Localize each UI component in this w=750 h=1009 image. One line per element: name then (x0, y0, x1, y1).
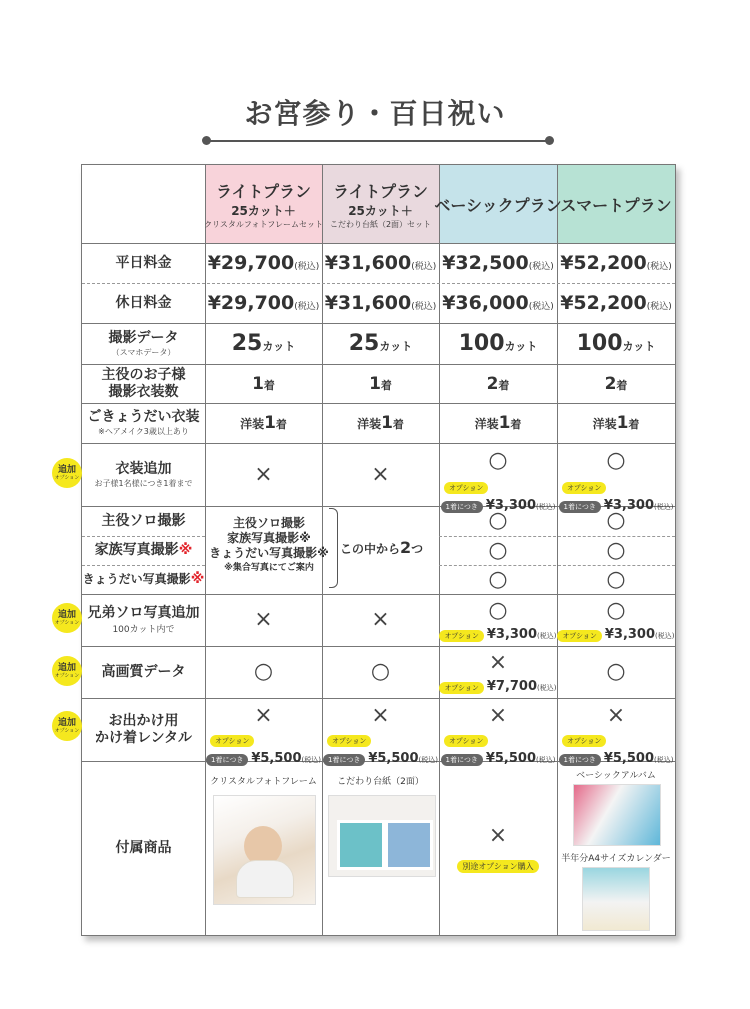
solo-basic (439, 506, 557, 536)
count-unit: 着 (616, 378, 628, 392)
row-label-rental (82, 698, 205, 761)
asterisk: ※ (299, 531, 311, 545)
price-value: ¥29,700 (207, 292, 295, 314)
circle-mark: ○ (488, 537, 508, 563)
circle-mark: ○ (488, 448, 508, 473)
count-value: 1 (498, 413, 511, 433)
family-basic (439, 536, 557, 565)
family-smart (557, 536, 675, 565)
row-label-included (82, 761, 205, 935)
row-label-sibling (82, 403, 205, 443)
option-tax: (税込) (536, 503, 556, 511)
cuts-3 (439, 323, 557, 364)
product-label-daishi: こだわり台紙（2面） (337, 777, 424, 787)
cross-mark: × (606, 703, 626, 728)
title-rule-dot-right (545, 136, 554, 145)
add-option-badge (52, 458, 82, 488)
add-option-badge (52, 711, 82, 741)
row-label-holiday (82, 283, 205, 323)
count-value: 1 (616, 413, 629, 433)
row-label-kyoudai (82, 565, 205, 594)
plan-header-basic (434, 165, 562, 243)
row-label-text: 撮影衣装数 (108, 383, 179, 400)
western-label: 洋装 (240, 417, 265, 431)
option-tax: (税込) (537, 683, 557, 692)
price-value: ¥32,500 (442, 252, 529, 274)
circle-mark: ○ (606, 448, 626, 473)
weekday-price-3 (439, 243, 557, 283)
add-label: 追加 (57, 609, 76, 620)
circle-mark: ○ (253, 659, 274, 684)
cut-unit: カット (622, 340, 656, 353)
cut-unit: カット (504, 340, 538, 353)
plan-name: ライトプラン (215, 181, 312, 201)
row-label-text: 主役ソロ撮影 (101, 512, 186, 529)
option-price: ¥5,500 (368, 751, 419, 766)
option-badge: オプション (444, 735, 488, 747)
plan-header-light-crystal (205, 169, 322, 239)
crystal-frame-photo (213, 795, 316, 905)
daishi-left-photo (337, 820, 385, 870)
per-one-badge: 1着につき (559, 501, 601, 513)
asterisk: ※ (190, 571, 205, 587)
row-label-sub: ※ヘアメイク3歳以上あり (98, 427, 189, 436)
option-badge: オプション (210, 735, 254, 747)
circle-mark: ○ (606, 537, 626, 563)
cut-count: 25 (348, 331, 380, 356)
count-unit: 着 (275, 418, 287, 431)
rental-1 (205, 698, 322, 766)
tax-label: (税込) (294, 262, 320, 272)
option-price: ¥5,500 (485, 751, 537, 766)
price-value: ¥36,000 (442, 292, 529, 314)
cut-count: 100 (576, 331, 623, 356)
choose-two-label (340, 538, 423, 557)
option-price: ¥5,500 (603, 751, 655, 766)
add-option-badge (52, 656, 82, 686)
kyoudai-smart (557, 565, 675, 594)
circle-mark: ○ (606, 597, 626, 623)
count-unit: 着 (380, 378, 392, 392)
row-label-data (82, 323, 205, 364)
cut-count: 100 (458, 331, 505, 356)
row-label-text: 家族写真撮影 (94, 542, 179, 558)
group-photo-note: ※集合写真にてご案内 (224, 563, 314, 573)
costume-count-2 (322, 364, 439, 403)
western-label: 洋装 (592, 417, 617, 431)
tax-label: (税込) (528, 302, 554, 312)
hq-data-3 (439, 646, 557, 698)
row-label-add-costume (82, 443, 205, 506)
option-price: ¥3,300 (603, 498, 655, 513)
brother-solo-3 (439, 594, 557, 646)
sibling-costume-2 (322, 403, 439, 443)
row-label-text: 衣装追加 (115, 460, 172, 477)
tax-label: (税込) (528, 262, 554, 272)
option-badge: オプション (562, 482, 606, 494)
daishi-photo (328, 795, 436, 877)
western-label: 洋装 (474, 417, 499, 431)
separate-option-badge: 別途オプション購入 (457, 860, 538, 873)
add-costume-1 (205, 443, 322, 506)
row-label-text: ごきょうだい衣装 (87, 409, 200, 425)
holiday-price-2 (322, 283, 439, 323)
row-label-sub: （スマホデータ） (111, 347, 176, 357)
option-tax: (税込) (418, 756, 438, 764)
rental-3 (439, 698, 557, 766)
choose-text: この中から (340, 542, 401, 556)
option-badge: オプション (439, 630, 483, 642)
row-label-text: 高画質データ (101, 663, 186, 680)
add-label: 追加 (57, 662, 76, 673)
solo-group-item: きょうだい写真撮影 (209, 546, 318, 560)
rental-2 (322, 698, 439, 766)
plan-cuts: 25カット＋ (231, 203, 296, 218)
sibling-costume-3 (439, 403, 557, 443)
tax-label: (税込) (411, 262, 437, 272)
plan-set: クリスタルフォトフレームセット (204, 219, 323, 229)
solo-group-item: 家族写真撮影 (227, 531, 300, 545)
cut-count: 25 (231, 331, 263, 356)
choose-number: 2 (400, 538, 412, 557)
asterisk: ※ (317, 546, 329, 560)
row-label-weekday (82, 243, 205, 283)
price-value: ¥52,200 (560, 292, 647, 314)
option-price: ¥3,300 (485, 498, 537, 513)
row-label-text: かけ着レンタル (94, 729, 193, 746)
add-label: 追加 (57, 717, 76, 728)
title-rule (206, 140, 550, 142)
row-label-family (82, 536, 205, 565)
brother-solo-4 (557, 594, 675, 646)
daishi-right-photo (385, 820, 433, 870)
cross-mark: × (371, 703, 390, 728)
option-label: オプション (54, 474, 80, 481)
plan-header-smart (557, 165, 675, 243)
option-label: オプション (54, 727, 80, 734)
cut-unit: カット (379, 340, 413, 353)
rental-4 (557, 698, 675, 766)
row-label-sub: お子様1名様につき1着まで (94, 478, 193, 488)
circle-mark: ○ (488, 597, 508, 623)
costume-count-1 (205, 364, 322, 403)
calendar-photo (582, 867, 650, 931)
row-label-text: 平日料金 (115, 254, 172, 271)
option-price: ¥3,300 (486, 626, 538, 642)
circle-mark: ○ (488, 508, 508, 533)
count-unit: 着 (628, 418, 640, 431)
cross-mark: × (488, 822, 508, 848)
option-tax: (税込) (654, 756, 674, 764)
count-unit: 着 (392, 418, 404, 431)
count-unit: 着 (263, 378, 275, 392)
western-label: 洋装 (357, 417, 382, 431)
row-label-text: 付属商品 (115, 839, 172, 856)
holiday-price-3 (439, 283, 557, 323)
price-value: ¥29,700 (207, 252, 295, 274)
page-title: お宮参り・百日祝い (244, 97, 506, 130)
add-label: 追加 (57, 464, 76, 475)
option-badge: オプション (562, 735, 606, 747)
product-label-crystal-frame: クリスタルフォトフレーム (210, 777, 317, 787)
hq-data-1 (205, 646, 322, 698)
tax-label: (税込) (646, 302, 672, 312)
tax-label: (税込) (411, 302, 437, 312)
cuts-2 (322, 323, 439, 364)
row-label-text: 撮影データ (108, 329, 179, 346)
tax-label: (税込) (294, 302, 320, 312)
row-label-text: 主役のお子様 (101, 366, 186, 383)
row-label-text: 兄弟ソロ写真追加 (87, 605, 200, 621)
plan-name: ベーシックプラン (434, 195, 562, 215)
row-label-text: 休日料金 (115, 294, 172, 311)
add-costume-4 (557, 443, 675, 513)
hq-data-4 (557, 646, 675, 698)
sibling-costume-1 (205, 403, 322, 443)
option-price: ¥3,300 (604, 626, 656, 642)
weekday-price-1 (205, 243, 322, 283)
row-label-brother-solo (82, 594, 205, 646)
kyoudai-basic (439, 565, 557, 594)
solo-smart (557, 506, 675, 536)
count-value: 1 (264, 413, 276, 433)
circle-mark: ○ (606, 659, 626, 684)
holiday-price-1 (205, 283, 322, 323)
product-label-calendar: 半年分A4サイズカレンダー (561, 854, 671, 864)
cross-mark: × (371, 461, 390, 487)
option-tax: (税込) (655, 631, 675, 640)
solo-group-list (209, 508, 329, 584)
option-tax: (税込) (654, 503, 674, 511)
count-value: 1 (369, 373, 381, 394)
choose-text: つ (411, 542, 424, 556)
cross-mark: × (254, 703, 273, 728)
option-price: ¥5,500 (251, 751, 302, 766)
row-label-hq (82, 646, 205, 698)
product-label-album: ベーシックアルバム (576, 771, 656, 781)
option-price: ¥7,700 (486, 678, 538, 694)
plan-comparison-table (81, 164, 676, 936)
cross-mark: × (371, 607, 390, 632)
row-label-sub: 100カット内で (112, 625, 175, 635)
circle-mark: ○ (606, 508, 626, 533)
add-option-badge (52, 603, 82, 633)
circle-mark: ○ (370, 659, 391, 684)
holiday-price-4 (557, 283, 675, 323)
plan-header-light-daishi (322, 169, 439, 239)
baby-clothes-shape (236, 860, 294, 898)
add-costume-3 (439, 443, 557, 513)
solo-group-item: 主役ソロ撮影 (232, 516, 305, 530)
option-badge: オプション (557, 630, 601, 642)
hq-data-2 (322, 646, 439, 698)
add-costume-2 (322, 443, 439, 506)
option-tax: (税込) (301, 756, 321, 764)
per-one-badge: 1着につき (559, 754, 601, 766)
brother-solo-1 (205, 594, 322, 646)
count-value: 1 (381, 413, 393, 433)
album-photo (573, 784, 661, 846)
row-label-text: きょうだい写真撮影 (82, 572, 191, 586)
cut-unit: カット (262, 340, 296, 353)
plan-cuts: 25カット＋ (348, 203, 413, 218)
count-unit: 着 (498, 378, 510, 392)
option-label: オプション (54, 619, 80, 626)
per-one-badge: 1着につき (206, 754, 248, 766)
title-rule-dot-left (202, 136, 211, 145)
count-value: 2 (604, 373, 617, 394)
circle-mark: ○ (488, 566, 508, 592)
per-one-badge: 1着につき (441, 754, 483, 766)
weekday-price-2 (322, 243, 439, 283)
row-label-costume (82, 364, 205, 403)
price-value: ¥31,600 (324, 292, 412, 314)
plan-name: スマートプラン (560, 195, 672, 215)
row-label-text: お出かけ用 (108, 712, 179, 729)
basic-included (439, 761, 557, 935)
brother-solo-2 (322, 594, 439, 646)
count-value: 1 (252, 373, 264, 394)
bracket (329, 508, 338, 588)
option-badge: オプション (327, 735, 371, 747)
plan-set: こだわり台紙（2面）セット (329, 219, 432, 229)
asterisk: ※ (178, 542, 193, 558)
price-value: ¥52,200 (560, 252, 647, 274)
costume-count-4 (557, 364, 675, 403)
option-tax: (税込) (537, 631, 557, 640)
count-value: 2 (486, 373, 499, 394)
sibling-costume-4 (557, 403, 675, 443)
weekday-price-4 (557, 243, 675, 283)
option-badge: オプション (444, 482, 488, 494)
row-label-solo (82, 506, 205, 536)
circle-mark: ○ (606, 566, 626, 592)
cuts-4 (557, 323, 675, 364)
cross-mark: × (254, 461, 273, 487)
plan-name: ライトプラン (332, 181, 429, 201)
option-tax: (税込) (536, 756, 556, 764)
per-one-badge: 1着につき (323, 754, 365, 766)
per-one-badge: 1着につき (441, 501, 483, 513)
cuts-1 (205, 323, 322, 364)
count-unit: 着 (510, 418, 522, 431)
cross-mark: × (488, 703, 508, 728)
price-value: ¥31,600 (324, 252, 412, 274)
costume-count-3 (439, 364, 557, 403)
option-badge: オプション (439, 682, 483, 694)
cross-mark: × (254, 607, 273, 632)
tax-label: (税込) (646, 262, 672, 272)
cross-mark: × (488, 649, 508, 675)
option-label: オプション (54, 672, 80, 679)
